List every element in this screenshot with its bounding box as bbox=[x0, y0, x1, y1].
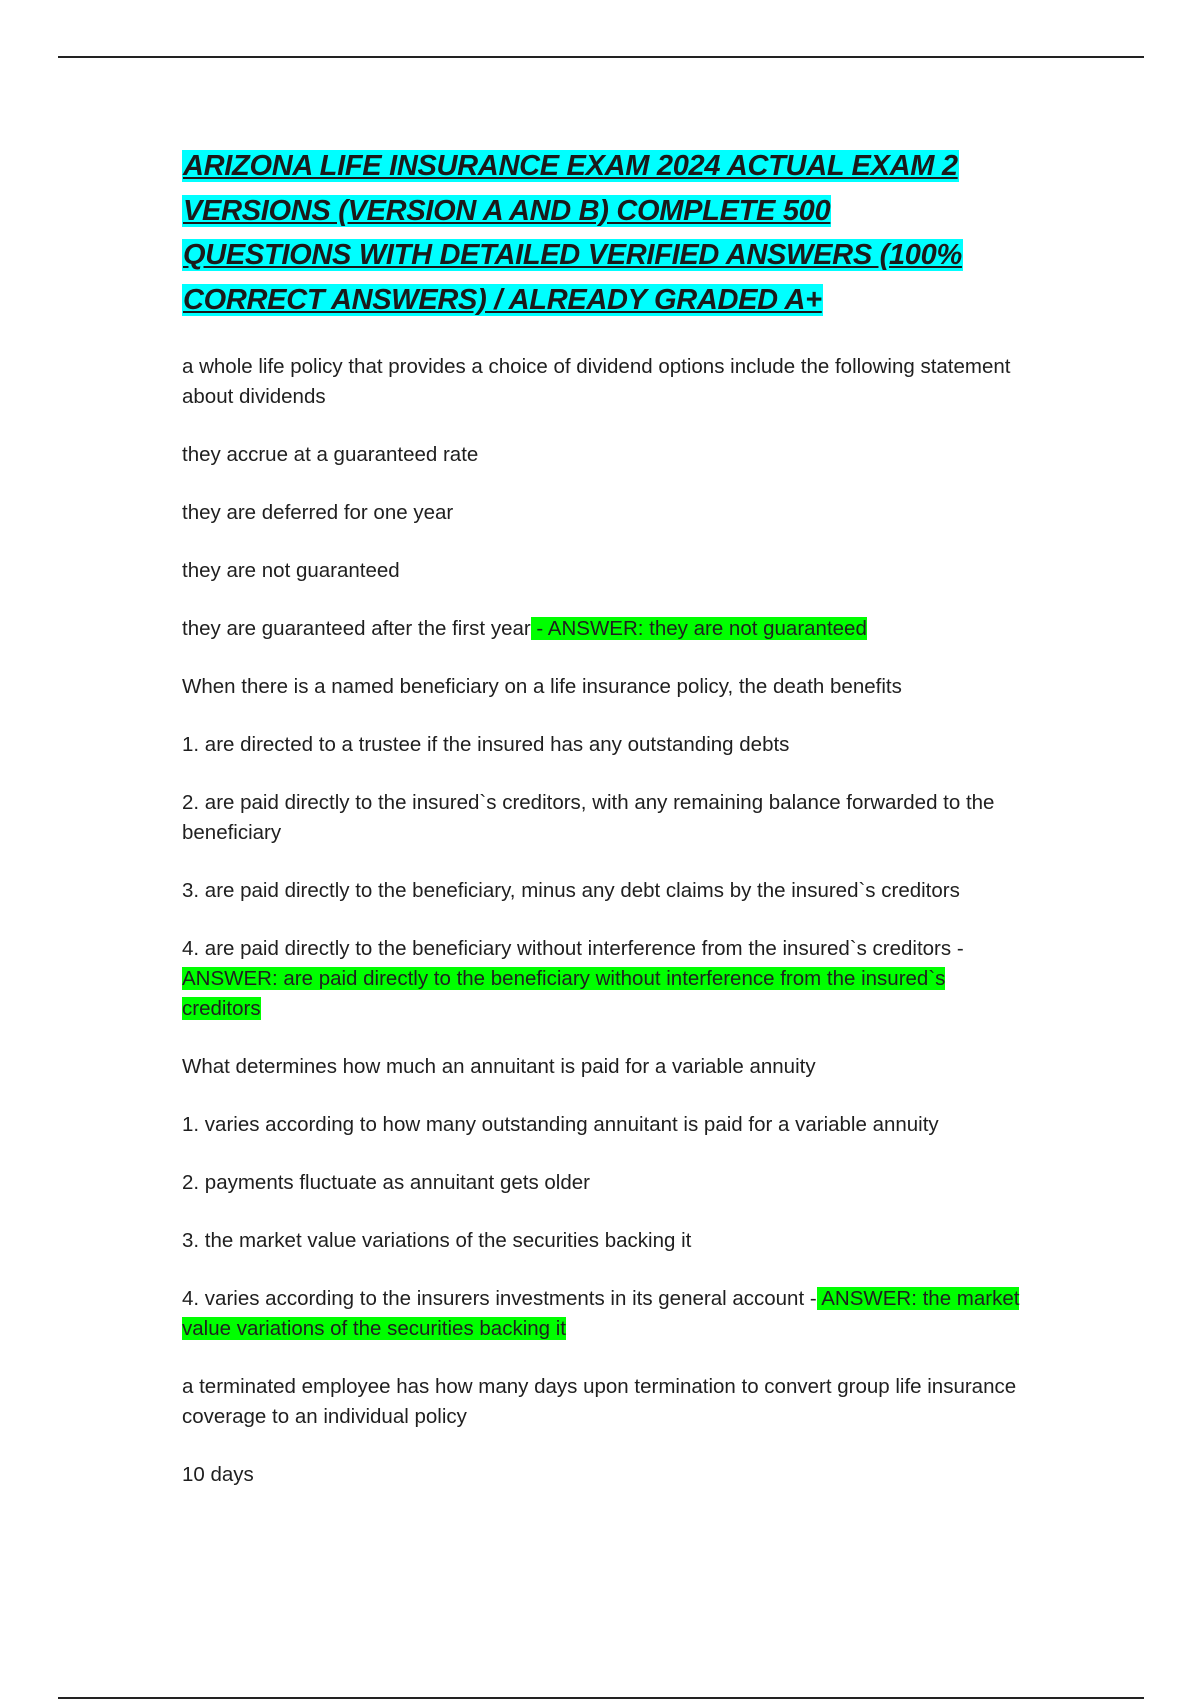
q1-option-2: they are deferred for one year bbox=[182, 501, 454, 524]
question-3: What determines how much an annuitant is paid for a variable annuity bbox=[182, 1055, 816, 1078]
q3-answer: ANSWER: the market value variations of the securities backing it bbox=[182, 1287, 1020, 1340]
question-4: a terminated employee has how many days upon termination to convert group life insurance coverage to an individual policy bbox=[182, 1375, 1017, 1428]
title-line-4: CORRECT ANSWERS) / ALREADY GRADED A+ bbox=[183, 283, 822, 316]
question-2: When there is a named beneficiary on a life insurance policy, the death benefits bbox=[182, 675, 902, 698]
question-1: a whole life policy that provides a choice of dividend options include the following statement about dividends bbox=[182, 355, 1011, 408]
q3-option-4: 4. varies according to the insurers investments in its general account - bbox=[182, 1287, 817, 1310]
q4-option-1: 10 days bbox=[182, 1463, 254, 1486]
q2-option-3: 3. are paid directly to the beneficiary, minus any debt claims by the insured`s creditors bbox=[182, 879, 960, 902]
bottom-rule bbox=[58, 1697, 1144, 1699]
q1-option-1: they accrue at a guaranteed rate bbox=[182, 443, 479, 466]
q1-option-3: they are not guaranteed bbox=[182, 559, 400, 582]
q3-option-1: 1. varies according to how many outstanding annuitant is paid for a variable annuity bbox=[182, 1113, 939, 1136]
title-line-3: QUESTIONS WITH DETAILED VERIFIED ANSWERS (100% bbox=[183, 239, 962, 271]
q1-option-4-with-answer bbox=[182, 614, 1022, 644]
q1-option-4: they are guaranteed after the first year bbox=[182, 617, 531, 640]
q3-option-4-with-answer bbox=[182, 1284, 1022, 1344]
q2-option-2: 2. are paid directly to the insured`s creditors, with any remaining balance forwarded to the beneficiary bbox=[182, 791, 995, 844]
document-title bbox=[182, 144, 1042, 322]
document-body bbox=[182, 352, 1022, 1518]
title-line-1: ARIZONA LIFE INSURANCE EXAM 2024 ACTUAL EXAM 2 bbox=[183, 150, 958, 182]
q2-option-4-with-answer bbox=[182, 934, 1022, 1024]
q2-option-4: 4. are paid directly to the beneficiary without interference from the insured`s creditors - bbox=[182, 937, 964, 960]
q2-answer: ANSWER: are paid directly to the beneficiary without interference from the insured`s creditors bbox=[182, 967, 946, 1020]
q1-answer: - ANSWER: they are not guaranteed bbox=[530, 617, 867, 640]
q2-option-1: 1. are directed to a trustee if the insured has any outstanding debts bbox=[182, 733, 790, 756]
top-rule bbox=[58, 56, 1144, 58]
q3-option-2: 2. payments fluctuate as annuitant gets older bbox=[182, 1171, 590, 1194]
q3-option-3: 3. the market value variations of the securities backing it bbox=[182, 1229, 692, 1252]
title-line-2: VERSIONS (VERSION A AND B) COMPLETE 500 bbox=[183, 194, 831, 227]
